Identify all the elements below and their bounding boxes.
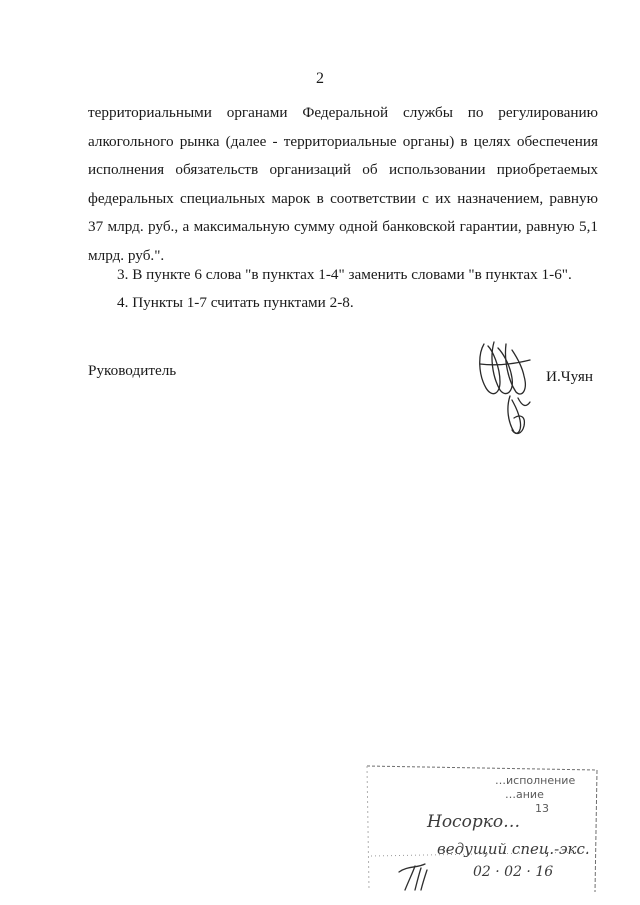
text-line: 37 млрд. руб., а максимальную сумму одной банковской гарантии, равную 5,1 bbox=[88, 218, 598, 235]
stamp-handwritten-name: Носорко… bbox=[427, 812, 521, 832]
paragraph-item-4: 4. Пункты 1-7 считать пунктами 2-8. bbox=[117, 294, 354, 311]
stamp-date: 02 · 02 · 16 bbox=[473, 864, 554, 880]
text-line: федеральных специальных марок в соответствии с их назначением, равную bbox=[88, 189, 598, 207]
registration-stamp bbox=[365, 760, 600, 895]
text-line: территориальными органами Федеральной службы по регулированию bbox=[88, 104, 598, 121]
page-number: 2 bbox=[316, 70, 324, 87]
stamp-handwritten-role: ведущий спец.-экс. bbox=[437, 840, 590, 858]
text-line: исполнения обязательств организаций об использовании приобретаемых bbox=[88, 161, 598, 178]
stamp-text: …ание bbox=[505, 788, 544, 801]
body-paragraph bbox=[88, 99, 598, 270]
stamp-text: 13 bbox=[535, 802, 549, 815]
signer-title: Руководитель bbox=[88, 362, 177, 379]
paragraph-item-3: 3. В пункте 6 слова "в пунктах 1-4" заменить словами "в пунктах 1-6". bbox=[117, 266, 572, 283]
signer-name: И.Чуян bbox=[546, 368, 593, 385]
handwritten-signature bbox=[470, 336, 540, 441]
text-line: алкогольного рынка (далее - территориальные органы) в целях обеспечения bbox=[88, 132, 598, 150]
stamp-initials-signature bbox=[395, 860, 435, 895]
text-line: млрд. руб.". bbox=[88, 246, 165, 264]
stamp-text: …исполнение bbox=[495, 774, 576, 787]
